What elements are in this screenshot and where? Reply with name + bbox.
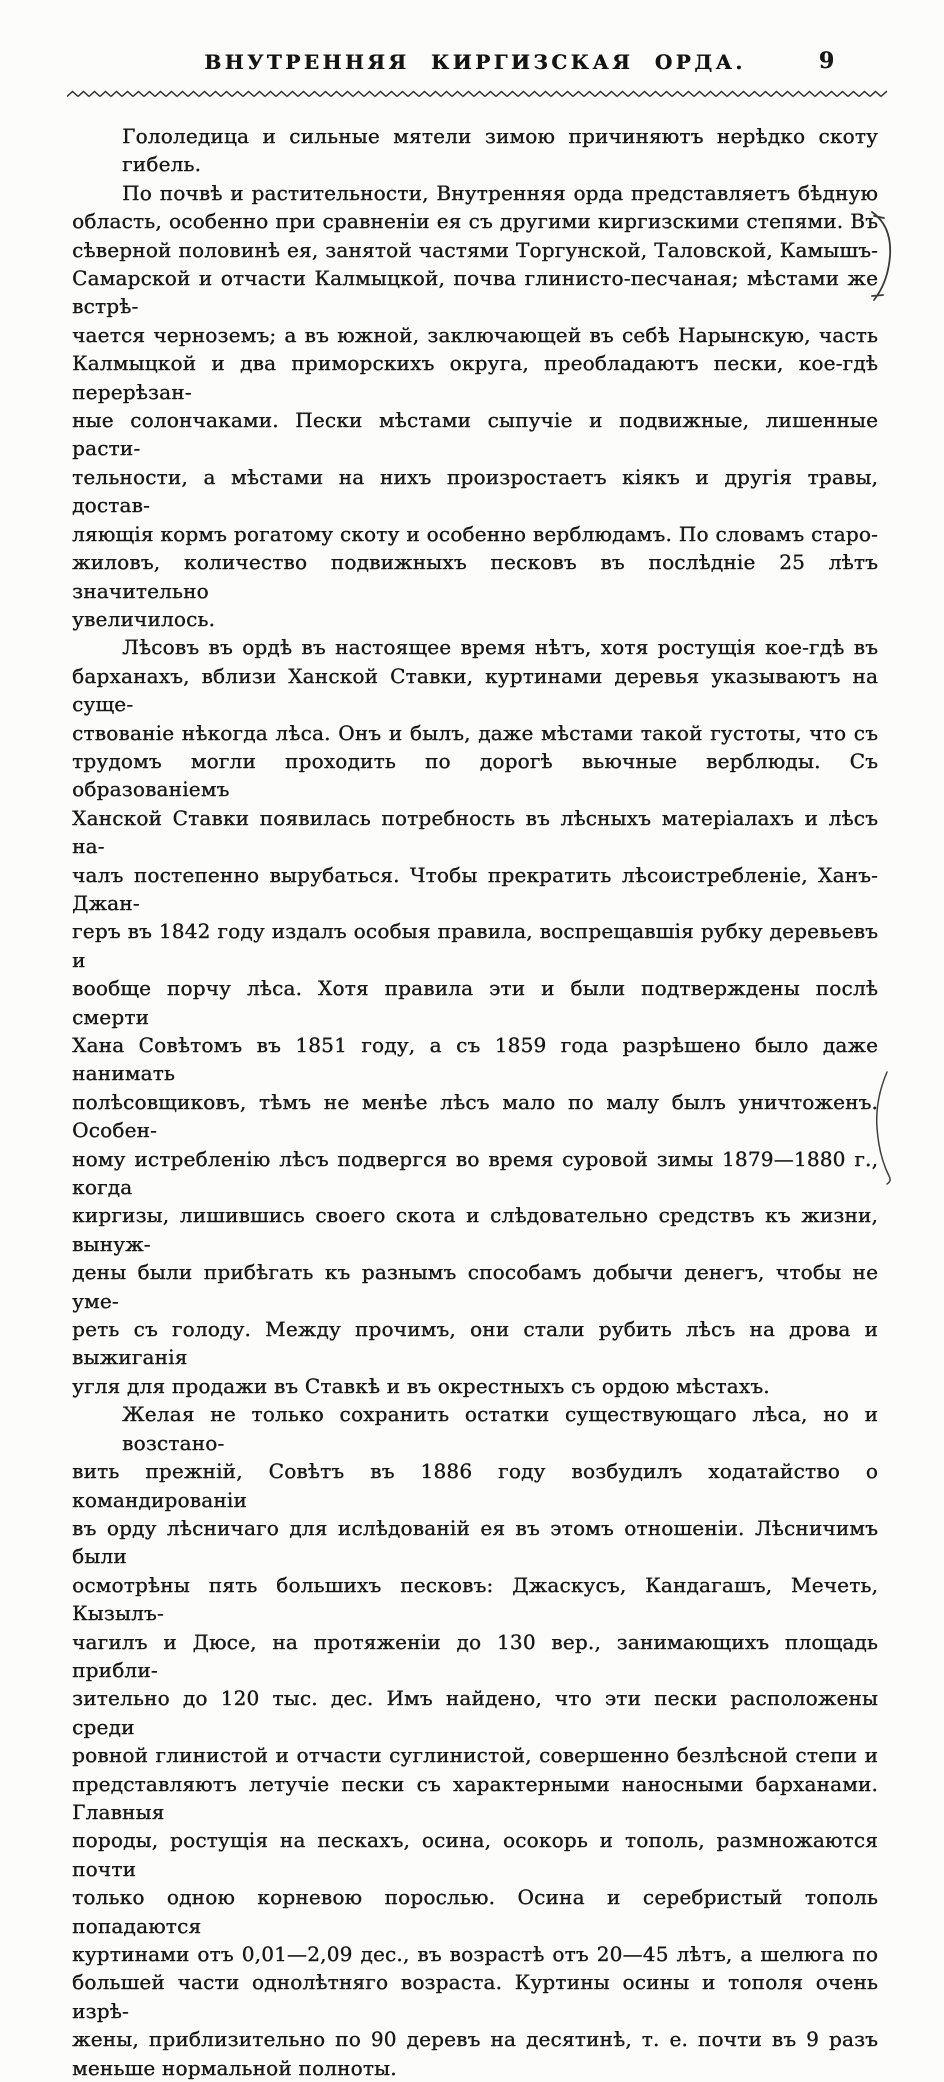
ink-mark [877,1072,890,1184]
text-line: ные солончаками. Пески мѣстами сыпучіе и подвижные, лишенные расти- [72,408,878,461]
text-line: куртинами отъ 0,01—2,09 дес., въ возрастѣ отъ 20—45 лѣтъ, а шелюга по [72,1942,878,1966]
text-line: чается черноземъ; а въ южной, заключающей въ себѣ Нарынскую, часть [72,322,878,347]
text-line: представляютъ летучіе пески съ характерными наносными барханами. Главныя [72,1771,878,1824]
text-body [72,122,878,2082]
text-line: вить прежній, Совѣтъ въ 1886 году возбудилъ ходатайство о командированіи [72,1459,878,1512]
text-line: угля для продажи въ Ставкѣ и въ окрестныхъ съ ордою мѣстахъ. [72,1373,770,1398]
text-line: осмотрѣны пять большихъ песковъ: Джаскусъ, Кандагашъ, Мечеть, Кызылъ- [72,1572,878,1626]
text-line: барханахъ, вблизи Ханской Ставки, куртинами деревья указываютъ на суще- [72,663,878,717]
scanned-book-page [72,0,878,2082]
text-line: сѣверной половинѣ ея, занятой частями Торгунской, Таловской, Камышъ- [72,237,878,262]
text-line: киргизы, лишившись своего скота и слѣдовательно средствъ къ жизни, вынуж- [72,1203,878,1256]
paragraph [72,122,878,179]
text-line: въ орду лѣсничаго для ислѣдованій ея въ этомъ отношеніи. Лѣсничимъ были [72,1515,878,1569]
paragraph [72,633,878,1400]
text-line: Лѣсовъ въ ордѣ въ настоящее время нѣтъ, хотя ростущія кое-гдѣ въ [122,635,878,660]
paragraph [72,1400,878,2082]
text-line: ляющія кормъ рогатому скоту и особенно верблюдамъ. По словамъ старо- [72,521,878,546]
text-line: полѣсовщиковъ, тѣмъ не менѣе лѣсъ мало по малу былъ уничтоженъ. Особен- [72,1089,878,1143]
text-line: жиловъ, количество подвижныхъ песковъ въ послѣдніе 25 лѣтъ значительно [72,550,878,603]
paragraph [72,179,878,634]
text-line: жены, приблизительно по 90 деревъ на десятинѣ, т. е. почти въ 9 разъ [72,2027,878,2052]
text-line: дены были прибѣгать къ разнымъ способамъ добычи денегъ, чтобы не уме- [72,1260,878,1313]
text-line: чагилъ и Дюсе, на протяженіи до 130 вер., занимающихъ площадь прибли- [72,1629,878,1682]
text-line: ному истребленію лѣсъ подвергся во время суровой зимы 1879—1880 г., когда [72,1146,878,1200]
text-line: тельности, а мѣстами на нихъ произростаетъ кіякъ и другія травы, достав- [72,464,878,518]
text-line: только одною корневою порослью. Осина и серебристый тополь попадаются [72,1885,878,1938]
text-line: область, особенно при сравненіи ея съ другими киргизскими степями. Въ [72,209,878,234]
page-number: 9 [818,48,834,74]
text-line: меньше нормальной полноты. [72,2055,397,2080]
text-line: Гололедица и сильные мятели зимою причиняютъ нерѣдко скоту гибель. [122,124,878,177]
running-head-title: ВНУТРЕННЯЯ КИРГИЗСКАЯ ОРДА. [204,50,746,74]
running-head [72,0,878,82]
text-line: Ханской Ставки появилась потребность въ лѣсныхъ матеріалахъ и лѣсъ на- [72,805,878,859]
text-line: По почвѣ и растительности, Внутренняя орда представляетъ бѣдную [122,180,878,205]
text-line: реть съ голоду. Между прочимъ, они стали рубить лѣсъ на дрова и выжиганія [72,1317,878,1370]
text-line: вообще порчу лѣса. Хотя правила эти и были подтверждены послѣ смерти [72,976,878,1029]
text-line: геръ въ 1842 году издалъ особыя правила, воспрещавшія рубку деревьевъ и [72,919,878,972]
text-line: Хана Совѣтомъ въ 1851 году, а съ 1859 года разрѣшено было даже нанимать [72,1033,878,1086]
text-line: большей части однолѣтняго возраста. Куртины осины и тополя очень изрѣ- [72,1970,878,2023]
text-line: Калмыцкой и два приморскихъ округа, преобладаютъ пески, кое-гдѣ перерѣзан- [72,351,878,404]
text-line: Самарской и отчасти Калмыцкой, почва глинисто-песчаная; мѣстами же встрѣ- [72,266,878,319]
text-line: чалъ постепенно вырубаться. Чтобы прекратить лѣсоистребленіе, Ханъ-Джан- [72,862,878,915]
text-line: увеличилось. [72,606,216,631]
text-line: ствованіе нѣкогда лѣса. Онъ и былъ, даже мѣстами такой густоты, что съ [72,720,878,745]
text-line: трудомъ могли проходить по дорогѣ вьючные верблюды. Съ образованіемъ [72,748,878,802]
zigzag-rule [67,89,887,99]
text-line: породы, ростущія на пескахъ, осина, осокорь и тополь, размножаются почти [72,1828,878,1881]
text-line: зительно до 120 тыс. дес. Имъ найдено, что эти пески расположены среди [72,1686,878,1739]
text-line: Желая не только сохранить остатки существующаго лѣса, но и возстано- [122,1402,878,1455]
text-line: ровной глинистой и отчасти суглинистой, совершенно безлѣсной степи и [72,1743,878,1768]
